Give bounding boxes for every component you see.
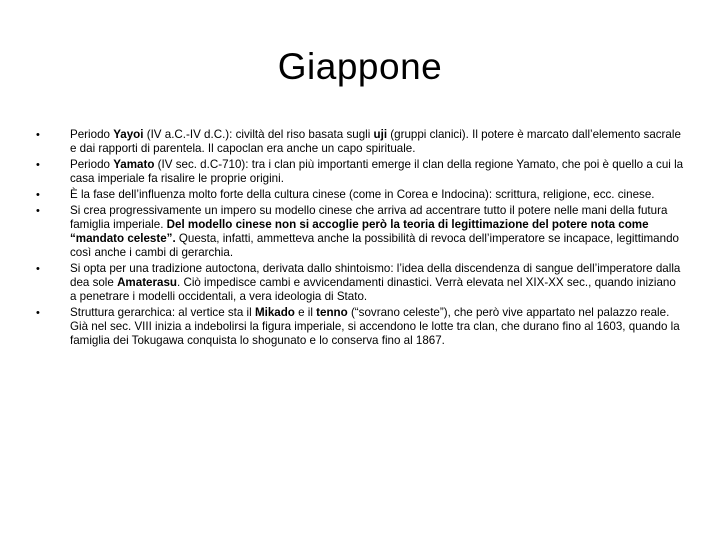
bold-term: Yamato — [113, 157, 155, 171]
text-segment: È la fase dell’influenza molto forte della cultura cinese (come in Corea e Indocina): scrittura, religione, ecc. cinese. — [70, 187, 655, 201]
bullet-icon: • — [36, 306, 40, 319]
bullet-item — [36, 262, 684, 305]
text-segment: . Ciò impedisce cambi e avvicendamenti dinastici. Verrà elevata nel XIX-XX sec., quando iniziano a penetrare i modelli occidentali, a vera ideologia di Stato. — [70, 276, 676, 304]
bullet-list — [36, 128, 684, 350]
bullet-item — [36, 128, 684, 156]
text-segment: e il — [294, 305, 317, 319]
bold-term: uji — [373, 128, 388, 141]
bullet-icon: • — [36, 262, 40, 275]
text-segment: Si crea progressivamente un impero su modello cinese che arriva ad accentrare tutto il potere nelle mani della futura famiglia imperiale. — [70, 203, 668, 231]
bullet-text — [70, 188, 684, 202]
bullet-item — [36, 158, 684, 186]
bullet-text — [70, 128, 684, 156]
text-segment: Questa, infatti, ammetteva anche la possibilità di revoca dell’imperatore se incapace, legittimando così anche i cambi di gerarchia. — [70, 231, 679, 260]
bullet-icon: • — [36, 204, 40, 217]
slide-title: Giappone — [277, 46, 443, 87]
bullet-text — [70, 262, 684, 305]
bullet-item — [36, 188, 684, 202]
bullet-item — [36, 204, 684, 261]
text-segment: (IV sec. d.C-710): tra i clan più importanti emerge il clan della regione Yamato, che poi è quello a cui la casa imperiale fa risalire le proprie origini. — [70, 157, 684, 186]
text-segment: (IV a.C.-IV d.C.): civiltà del riso basata sugli — [143, 128, 374, 141]
bold-term: Mikado — [254, 305, 295, 319]
text-segment: Struttura gerarchica: al vertice sta il — [70, 305, 255, 319]
bold-term: Del modello cinese non si accoglie però la teoria di legittimazione del potere nota come “mandato celeste”. — [70, 217, 649, 245]
bullet-icon: • — [36, 158, 40, 171]
bullet-item — [36, 306, 684, 349]
bullet-text — [70, 158, 684, 186]
bullet-text — [70, 204, 684, 261]
bold-term: Yayoi — [113, 128, 144, 141]
bold-term: tenno — [316, 305, 348, 319]
text-segment: Periodo — [70, 128, 114, 141]
bullet-icon: • — [36, 129, 40, 141]
text-segment: (gruppi clanici). Il potere è marcato dall’elemento sacrale e dai rapporti di parentela. Il capoclan era anche un capo spirituale. — [70, 128, 681, 156]
text-segment: (“sovrano celeste”), che però vive appartato nel palazzo reale. Già nel sec. VIII inizia a indebolirsi la figura imperiale, si accendono le lotte tra clan, che durano fino al 1603, quando la famiglia dei Tokugawa conquista lo shogunato e lo conserva fino al 1867. — [70, 305, 680, 348]
bullet-icon: • — [36, 188, 40, 201]
bold-term: Amaterasu — [117, 276, 177, 290]
bullet-text — [70, 306, 684, 349]
text-segment: Periodo — [70, 157, 114, 171]
text-segment: Si opta per una tradizione autoctona, derivata dallo shintoismo: l’idea della discendenza di sangue dell’imperatore dalla dea sole — [70, 261, 681, 290]
